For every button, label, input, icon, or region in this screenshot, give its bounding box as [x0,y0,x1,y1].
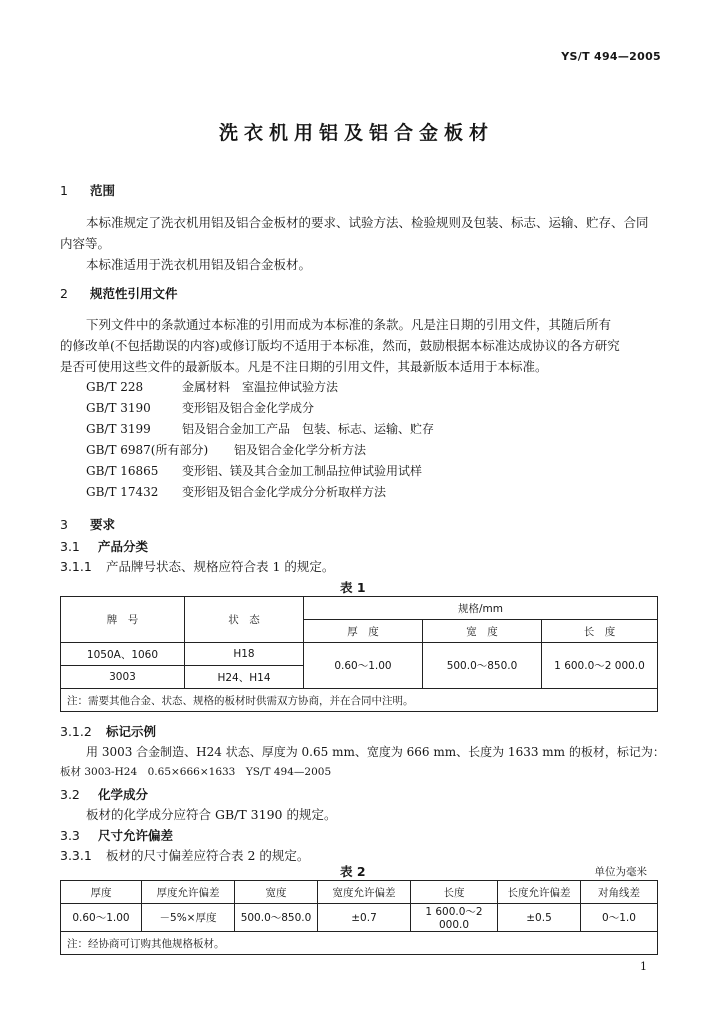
sec1-para2: 本标准适用于洗衣机用铝及铝合金板材。 [86,257,312,272]
cell-thickness: 0.60～1.00 [61,904,142,932]
standard-number: YS/T 494—2005 [561,50,661,63]
clause-text: 板材的尺寸偏差应符合表 2 的规定。 [106,848,310,863]
cell-width: 500.0～850.0 [423,643,542,689]
section-number: 2 [60,286,68,301]
clause-number: 3.1.1 [60,559,92,574]
clause-number: 3.1.2 [60,724,92,739]
table-2-unit: 单位为毫米 [594,866,647,878]
section-3-heading [60,515,115,533]
ref-code: GB/T 228 [86,380,144,394]
header-length-tolerance: 长度允许偏差 [498,881,581,904]
ref-code: GB/T 6987(所有部分) [86,443,209,457]
ref-code: GB/T 3190 [86,401,151,415]
cell-diagonal: 0～1.0 [581,904,658,932]
header-width-tolerance: 宽度允许偏差 [318,881,411,904]
cell-thickness-tolerance: －5%×厚度 [142,904,235,932]
section-number: 3 [60,517,68,532]
sec2-intro-line2: 的修改单(不包括勘误的内容)或修订版均不适用于本标准，然而，鼓励根据本标准达成协议的各方研究 [60,338,620,353]
reference-item [86,378,338,395]
ref-name: 变形铝及铝合金化学成分分析取样方法 [182,485,387,499]
table-2-caption: 表 2 [340,864,366,879]
reference-item [86,399,314,416]
clause-number: 3.2 [60,787,80,802]
reference-item [86,441,366,458]
reference-item [86,483,386,500]
ref-name: 铝及铝合金化学分析方法 [234,443,367,457]
header-length: 长度 [411,881,498,904]
header-length: 长 度 [542,620,658,643]
clause-title: 尺寸允许偏差 [98,828,174,843]
header-width: 宽 度 [423,620,542,643]
clause-3-2-heading [60,785,148,803]
ref-name: 铝及铝合金加工产品 包装、标志、运输、贮存 [182,422,435,436]
cell-length: 1 600.0～2 000.0 [411,904,498,932]
header-thickness: 厚度 [61,881,142,904]
cell-grade: 1050A、1060 [61,643,185,666]
clause-3-2-text: 板材的化学成分应符合 GB/T 3190 的规定。 [86,807,337,822]
table-1-note: 注：需要其他合金、状态、规格的板材时供需双方协商，并在合同中注明。 [61,689,658,712]
header-temper: 状 态 [185,597,304,643]
header-width: 宽度 [235,881,318,904]
sec1-para1-line2: 内容等。 [60,236,111,251]
clause-title: 化学成分 [98,787,149,802]
section-2-heading [60,284,178,302]
cell-width-tolerance: ±0.7 [318,904,411,932]
header-grade: 牌 号 [61,597,185,643]
section-title: 要求 [90,517,116,532]
document-title: 洗衣机用铝及铝合金板材 [218,122,494,144]
reference-item [86,420,434,437]
ref-code: GB/T 3199 [86,422,151,436]
clause-3-3-heading [60,826,173,844]
header-diagonal: 对角线差 [581,881,658,904]
clause-3-1-1 [60,557,334,575]
header-thickness: 厚 度 [304,620,423,643]
header-thickness-tolerance: 厚度允许偏差 [142,881,235,904]
section-title: 范围 [90,183,116,198]
clause-number: 3.1 [60,539,80,554]
cell-temper: H24、H14 [185,666,304,689]
ref-name: 金属材料 室温拉伸试验方法 [182,380,339,394]
clause-title: 标记示例 [106,724,157,739]
table-1-caption: 表 1 [340,580,366,595]
header-spec: 规格/mm [304,597,658,620]
reference-item [86,462,422,479]
cell-length: 1 600.0～2 000.0 [542,643,658,689]
ref-name: 变形铝及铝合金化学成分 [182,401,315,415]
table-2-note: 注：经协商可订购其他规格板材。 [61,932,658,955]
clause-title: 产品分类 [98,539,149,554]
clause-number: 3.3 [60,828,80,843]
clause-3-1-heading [60,537,148,555]
cell-width: 500.0～850.0 [235,904,318,932]
marking-example: 板材 3003-H24 0.65×666×1633 YS/T 494—2005 [60,766,332,778]
sec2-intro-line1: 下列文件中的条款通过本标准的引用而成为本标准的条款。凡是注日期的引用文件，其随后所有 [86,317,612,332]
clause-3-3-1 [60,846,309,864]
clause-3-1-2-heading [60,722,156,740]
section-1-heading [60,181,115,199]
sec1-para1-line1: 本标准规定了洗衣机用铝及铝合金板材的要求、试验方法、检验规则及包装、标志、运输、贮存、合同 [86,215,649,230]
page-number: 1 [640,960,647,973]
ref-code: GB/T 17432 [86,485,159,499]
clause-number: 3.3.1 [60,848,92,863]
section-number: 1 [60,183,68,198]
marking-text: 用 3003 合金制造、H24 状态、厚度为 0.65 mm、宽度为 666 mm、长度为 1633 mm 的板材，标记为： [86,745,665,759]
table-1 [60,596,658,712]
cell-length-tolerance: ±0.5 [498,904,581,932]
sec2-intro-line3: 是否可使用这些文件的最新版本。凡是不注日期的引用文件，其最新版本适用于本标准。 [60,359,548,374]
table-2 [60,880,658,955]
ref-code: GB/T 16865 [86,464,159,478]
clause-text: 产品牌号状态、规格应符合表 1 的规定。 [106,559,335,574]
section-title: 规范性引用文件 [90,286,178,301]
cell-temper: H18 [185,643,304,666]
ref-name: 变形铝、镁及其合金加工制品拉伸试验用试样 [182,464,423,478]
cell-thickness: 0.60～1.00 [304,643,423,689]
cell-grade: 3003 [61,666,185,689]
